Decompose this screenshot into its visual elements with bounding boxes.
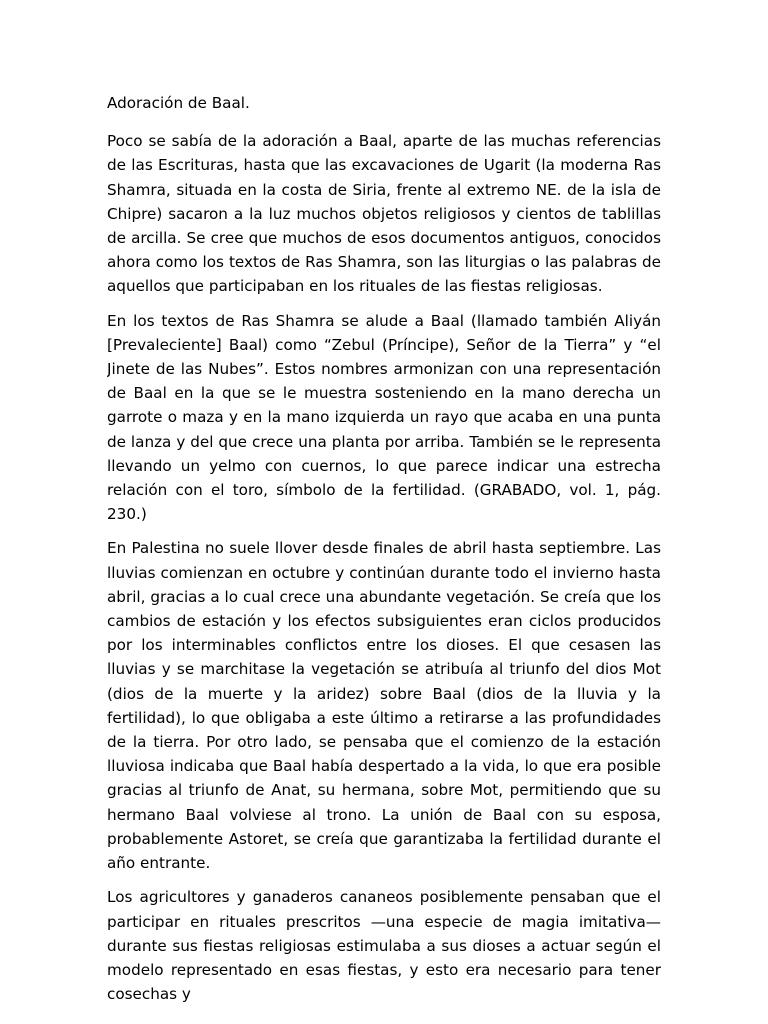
document-title: Adoración de Baal. xyxy=(107,94,250,112)
paragraph-3: En Palestina no suele llover desde finales de abril hasta septiembre. Las lluvias comienzan en octubre y continúan durante todo el invierno hasta abril, gracias a lo cual crece una abundante vegetación. Se creía que los cambios de estación y los efectos subsiguientes eran ciclos producidos por los interminables conflictos entre los dioses. El que cesasen las lluvias y se marchitase la vegetación se atribuía al triunfo del dios Mot (dios de la muerte y la aridez) sobre Baal (dios de la lluvia y la fertilidad), lo que obligaba a este último a retirarse a las profundidades de la tierra. Por otro lado, se pensaba que el comienzo de la estación lluviosa indicaba que Baal había despertado a la vida, lo que era posible gracias al triunfo de Anat, su hermana, sobre Mot, permitiendo que su hermano Baal volviese al trono. La unión de Baal con su esposa, probablemente Astoret, se creía que garantizaba la fertilidad durante el año entrante. xyxy=(107,539,661,873)
paragraph-1: Poco se sabía de la adoración a Baal, aparte de las muchas referencias de las Escrituras, hasta que las excavaciones de Ugarit (la moderna Ras Shamra, situada en la costa de Siria, frente al extremo NE. de la isla de Chipre) sacaron a la luz muchos objetos religiosos y cientos de tablillas de arcilla. Se cree que muchos de esos documentos antiguos, conocidos ahora como los textos de Ras Shamra, son las liturgias o las palabras de aquellos que participaban en los rituales de las fiestas religiosas. xyxy=(107,132,661,296)
document-page xyxy=(107,88,661,1024)
paragraph-4: Los agricultores y ganaderos cananeos posiblemente pensaban que el participar en rituales prescritos —una especie de magia imitativa— durante sus fiestas religiosas estimulaba a sus dioses a actuar según el modelo representado en esas fiestas, y esto era necesario para tener cosechas y xyxy=(107,888,661,1004)
paragraph-2: En los textos de Ras Shamra se alude a Baal (llamado también Aliyán [Prevaleciente] Baal) como “Zebul (Príncipe), Señor de la Tierra” y “el Jinete de las Nubes”. Estos nombres armonizan con una representación de Baal en la que se le muestra sosteniendo en la mano derecha un garrote o maza y en la mano izquierda un rayo que acaba en una punta de lanza y del que crece una planta por arriba. También se le representa llevando un yelmo con cuernos, lo que parece indicar una estrecha relación con el toro, símbolo de la fertilidad. (GRABADO, vol. 1, pág. 230.) xyxy=(107,311,661,524)
